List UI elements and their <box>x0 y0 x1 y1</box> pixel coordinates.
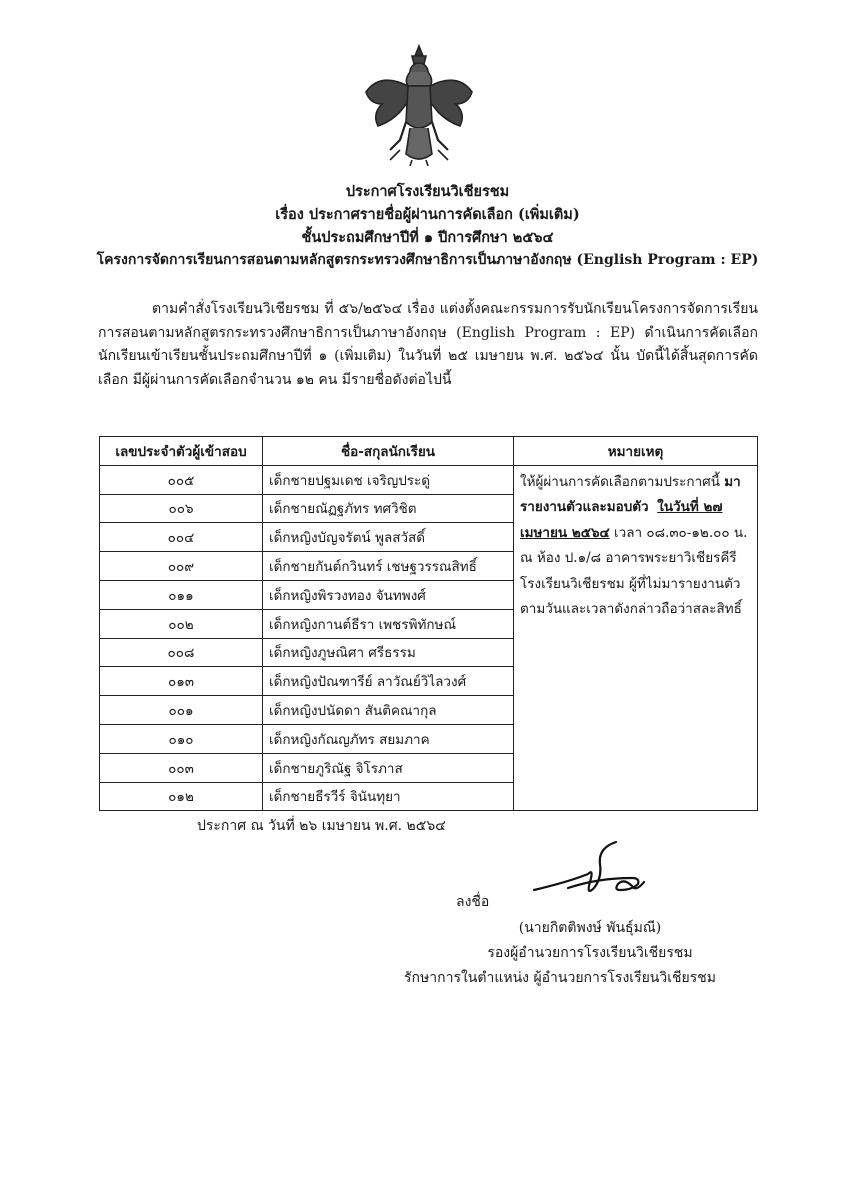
student-name-cell: เด็กหญิงบัญจรัตน์ พูลสวัสดิ์ <box>263 523 514 552</box>
remark-text-2: มารายงานตัวและมอบตัว <box>520 473 741 516</box>
exam-id-cell: ๐๐๘ <box>100 638 263 667</box>
remark-text-3: เวลา ๐๘.๓๐-๑๒.๐๐ น. ณ ห้อง ป.๑/๘ อาคารพระยาวิเชียรคีรี โรงเรียนวิเชียรชม ผู้ที่ไม่มารายงานตัวตามวันและเวลาดังกล่าวถือว่าสละสิทธิ์ <box>520 524 748 618</box>
body-paragraph-text: ตามคำสั่งโรงเรียนวิเชียรชม ที่ ๕๖/๒๕๖๔ เรื่อง แต่งตั้งคณะกรรมการรับนักเรียนโครงการจัดการเรียนการสอนตามหลักสูตรกระทรวงศึกษาธิการเป็นภาษาอังกฤษ (English Program : EP) ดำเนินการคัดเลือกนักเรียนเข้าเรียนชั้นประถมศึกษาปีที่ ๑ (เพิ่มเติม) ในวันที่ ๒๕ เมษายน พ.ศ. ๒๕๖๔ นั้น บัดนี้ได้สิ้นสุดการคัดเลือก มีผู้ผ่านการคัดเลือกจำนวน ๑๒ คน มีรายชื่อดังต่อไปนี้ <box>98 301 758 388</box>
document-header <box>0 180 855 272</box>
announcement-title: ประกาศโรงเรียนวิเชียรชม <box>345 183 510 200</box>
header-remark: หมายเหตุ <box>514 437 758 466</box>
table-header-row <box>100 437 758 466</box>
student-name-cell: เด็กชายกันต์กวินทร์ เชษฐวรรณสิทธิ์ <box>263 552 514 581</box>
exam-id-cell: ๐๑๒ <box>100 782 263 811</box>
announcement-date: ประกาศ ณ วันที่ ๒๖ เมษายน พ.ศ. ๒๕๖๔ <box>197 818 446 834</box>
remark-text-1: ให้ผู้ผ่านการคัดเลือกตามประกาศนี้ <box>520 473 720 490</box>
student-name-cell: เด็กหญิงปนัดดา สันติคณากุล <box>263 696 514 725</box>
student-name-cell: เด็กชายภูริณัฐ จิโรภาส <box>263 753 514 782</box>
exam-id-cell: ๐๐๒ <box>100 609 263 638</box>
exam-id-cell: ๐๑๓ <box>100 667 263 696</box>
table-row <box>100 465 758 494</box>
announcement-program: โครงการจัดการเรียนการสอนตามหลักสูตรกระทรวงศึกษาธิการเป็นภาษาอังกฤษ (English Program : EP) <box>96 252 759 268</box>
remark-cell <box>514 465 758 811</box>
student-name-cell: เด็กหญิงปัณฑารีย์ ลาวัณย์วิไลวงศ์ <box>263 667 514 696</box>
signature-block <box>404 916 760 991</box>
student-name-cell: เด็กหญิงภูษณิศา ศรีธรรม <box>263 638 514 667</box>
exam-id-cell: ๐๐๔ <box>100 523 263 552</box>
exam-id-cell: ๐๐๖ <box>100 494 263 523</box>
announcement-grade: ชั้นประถมศึกษาปีที่ ๑ ปีการศึกษา ๒๕๖๔ <box>301 229 554 246</box>
student-name-cell: เด็กหญิงกัณญภัทร สยมภาค <box>263 724 514 753</box>
selected-students-table <box>99 436 758 811</box>
exam-id-cell: ๐๐๓ <box>100 753 263 782</box>
sign-label: ลงชื่อ <box>456 894 490 910</box>
announcement-subject: เรื่อง ประกาศรายชื่อผู้ผ่านการคัดเลือก (เพิ่มเติม) <box>275 206 580 223</box>
header-student-name: ชื่อ-สกุลนักเรียน <box>263 437 514 466</box>
exam-id-cell: ๐๐๑ <box>100 696 263 725</box>
handwritten-signature-icon <box>528 838 648 906</box>
exam-id-cell: ๐๐๙ <box>100 552 263 581</box>
exam-id-cell: ๐๑๐ <box>100 724 263 753</box>
remark-date: ในวันที่ ๒๗ เมษายน ๒๕๖๔ <box>520 499 723 541</box>
student-name-cell: เด็กชายณัฏฐภัทร ทศวิชิต <box>263 494 514 523</box>
student-name-cell: เด็กหญิงกานต์ธีรา เพชรพิทักษณ์ <box>263 609 514 638</box>
garuda-emblem-icon <box>360 42 478 168</box>
student-name-cell: เด็กชายธีรวีร์ จินันทุยา <box>263 782 514 811</box>
body-paragraph <box>98 298 758 392</box>
student-name-cell: เด็กหญิงพิรวงทอง จันทพงศ์ <box>263 580 514 609</box>
exam-id-cell: ๐๑๑ <box>100 580 263 609</box>
signer-acting-title: รักษาการในตำแหน่ง ผู้อำนวยการโรงเรียนวิเชียรชม <box>404 970 716 986</box>
header-exam-id: เลขประจำตัวผู้เข้าสอบ <box>100 437 263 466</box>
signer-name: (นายกิตติพงษ์ พันธุ์มณี) <box>518 920 662 936</box>
exam-id-cell: ๐๐๕ <box>100 465 263 494</box>
signer-title: รองผู้อำนวยการโรงเรียนวิเชียรชม <box>487 945 693 961</box>
student-name-cell: เด็กชายปฐมเดช เจริญประดู่ <box>263 465 514 494</box>
